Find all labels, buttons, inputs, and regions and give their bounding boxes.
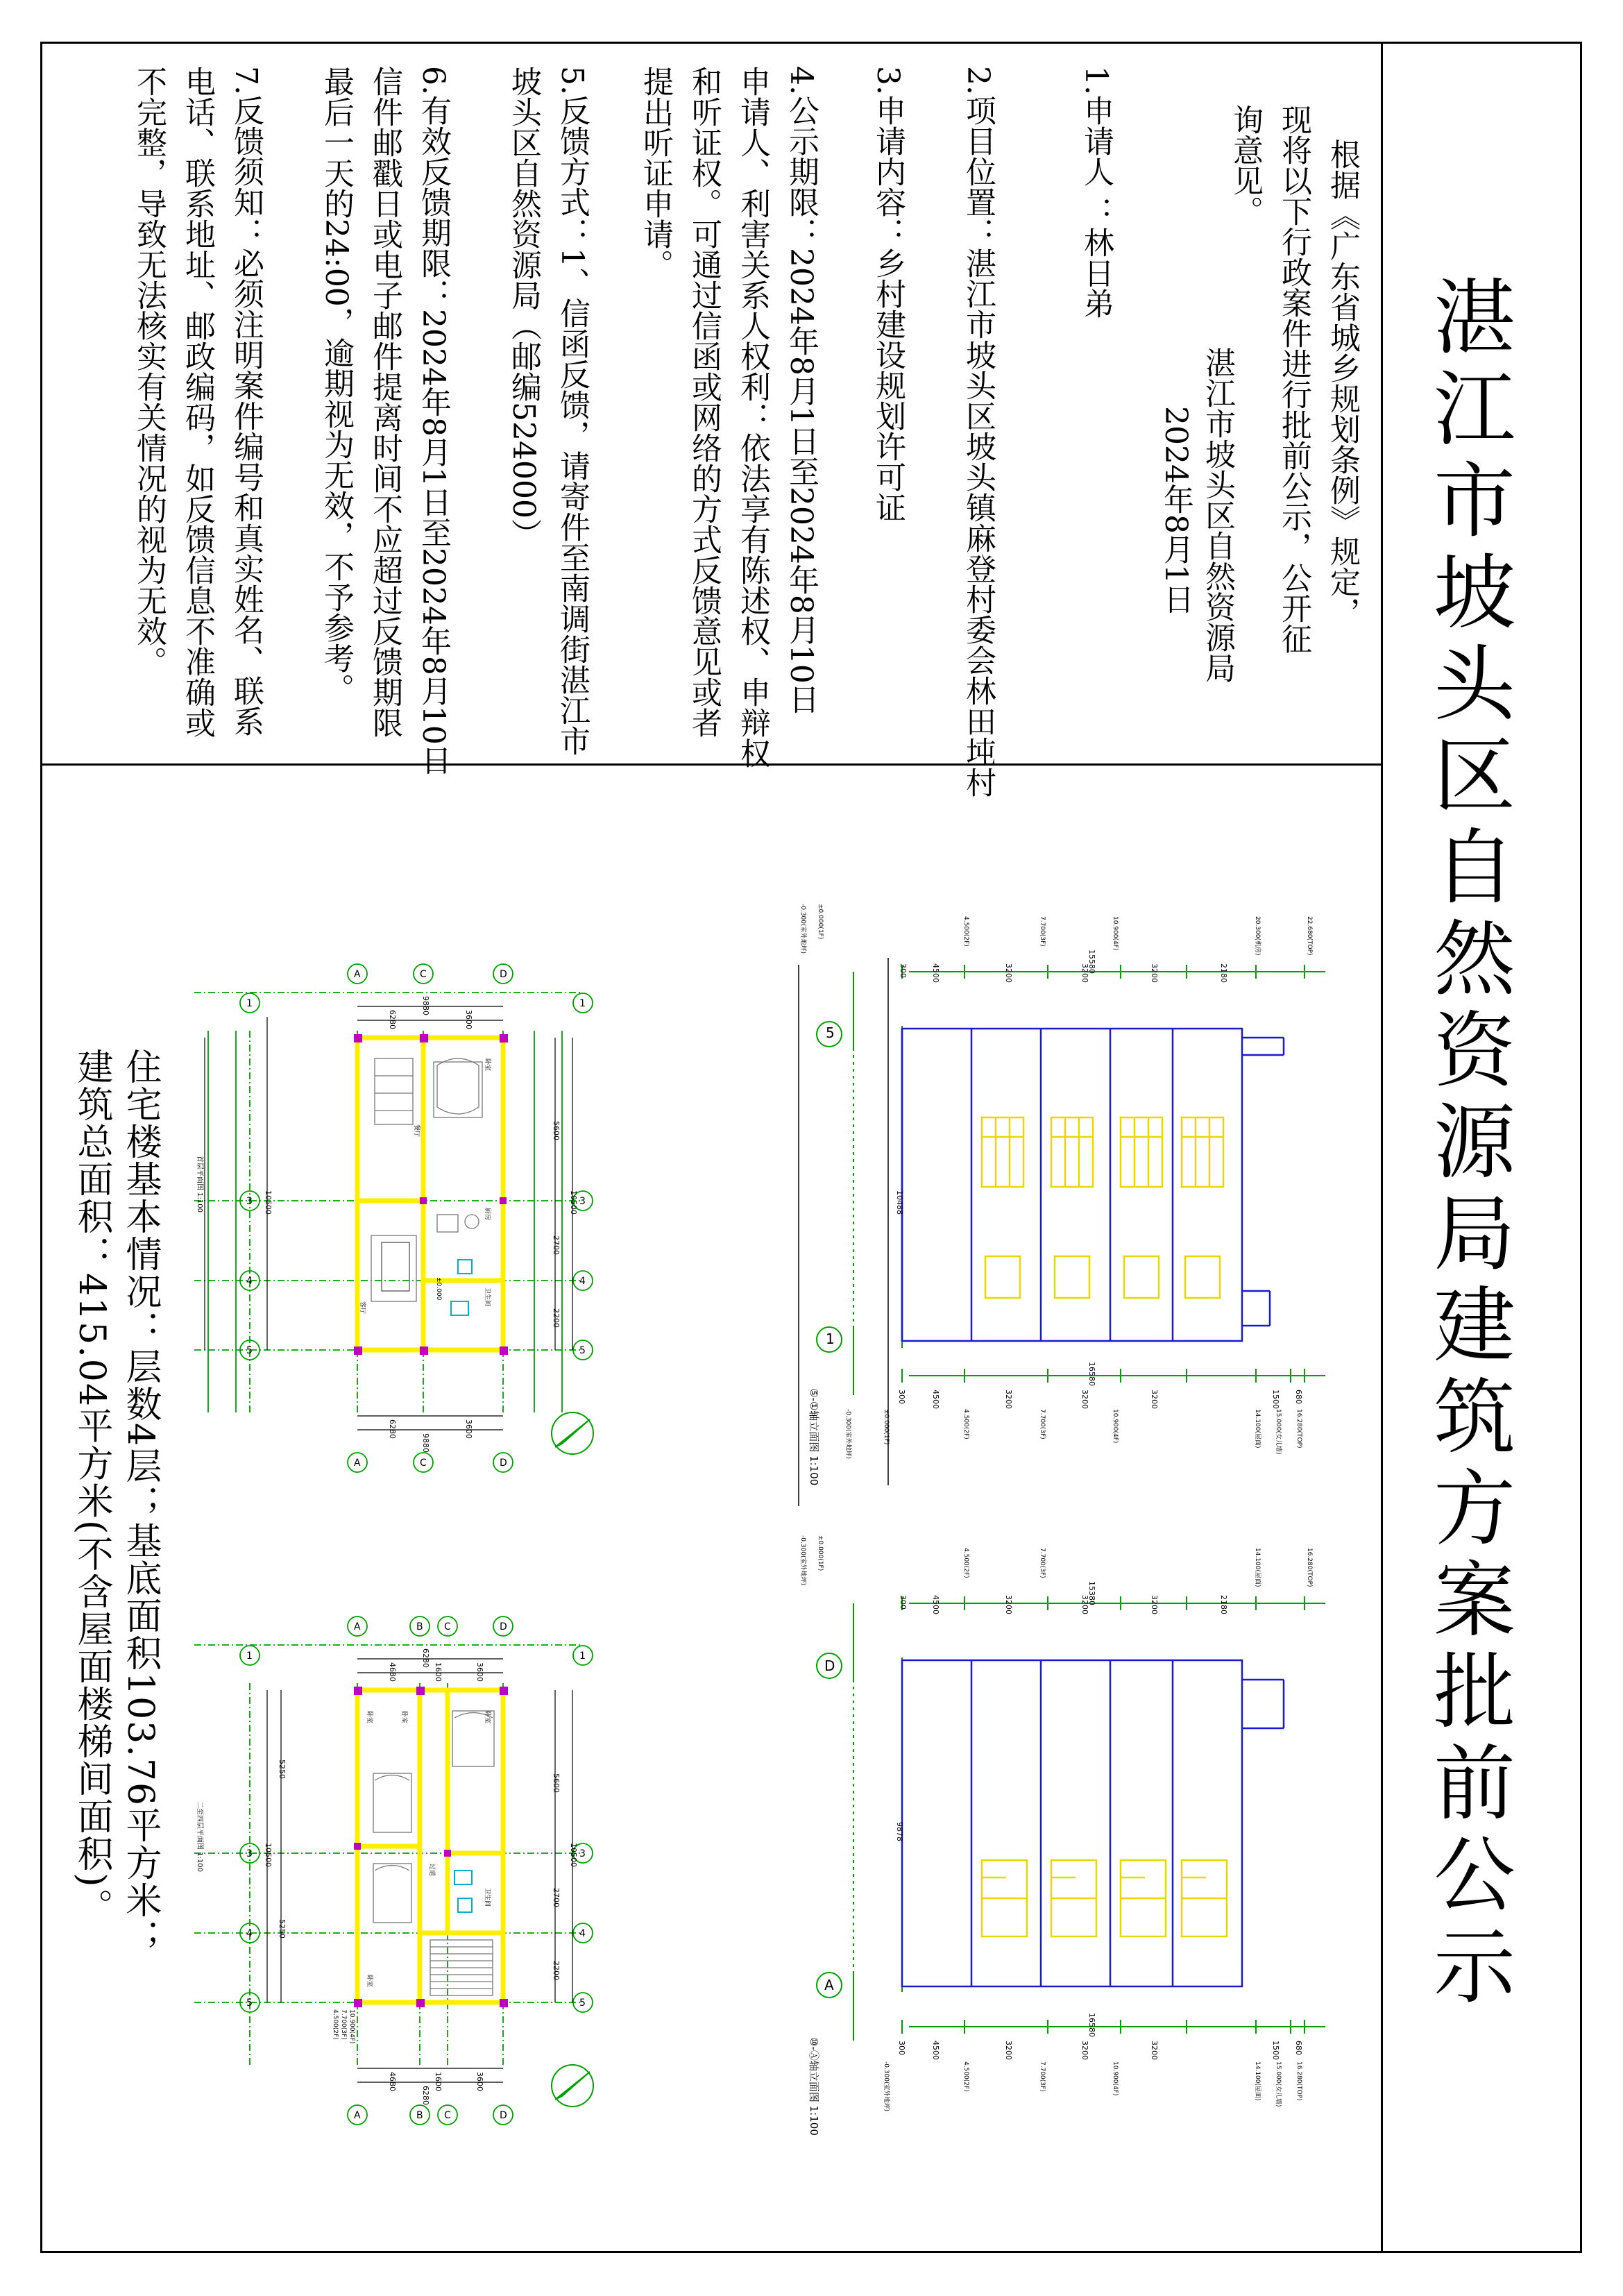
- plan1-axis-side-3: 3: [246, 1196, 253, 1207]
- plan1-dim-top-1: 6280: [388, 1010, 397, 1029]
- elev1-caption: ⑤-①轴立面图 1:100: [808, 1388, 820, 1486]
- plan2-room-bedroom-1: 卧室: [400, 1711, 407, 1724]
- elev2-bottom-dim-1: 300: [897, 2041, 906, 2055]
- elev2-top-dim-1: 300: [899, 1595, 908, 1610]
- elev2-level-top-6: 16.280(TOP): [1306, 1548, 1313, 1587]
- plan2-dim-bottom-3: 3600: [475, 2072, 484, 2091]
- notice-intro-line2: 现将以下行政案件进行批前公示，公开征: [1276, 104, 1311, 654]
- elev1-level-bottom-1: -0.300(室外地坪): [844, 1409, 851, 1460]
- elev1-level-bottom-3: 4.500(2F): [962, 1409, 969, 1440]
- plan1-dim-side-1: 5600: [552, 1121, 561, 1140]
- elev2-top-dim-3: 3200: [1004, 1595, 1013, 1614]
- plan1-axis-bottom-2: C: [420, 1458, 427, 1469]
- plan2-axis-side-3: 3: [246, 1848, 253, 1859]
- plan2-dim-top-1: 4680: [388, 1662, 397, 1682]
- floor-plan-1: [194, 961, 618, 1489]
- elev2-top-dim-2: 4500: [931, 1595, 940, 1614]
- elev1-top-total: 15580: [1087, 949, 1096, 974]
- elev2-level-top-1: -0.300(室外地坪): [799, 1535, 806, 1586]
- elev2-top-dim-6: 2180: [1219, 1595, 1228, 1614]
- plan1-dim-bottom-1: 6280: [388, 1419, 397, 1439]
- plan1-furniture: [371, 1058, 482, 1301]
- plan2-axis-side-r1: 1: [579, 1651, 586, 1662]
- plan2-total-bottom: 6280: [421, 2086, 430, 2105]
- plan1-dim-bottom-2: 3600: [464, 1419, 473, 1439]
- plan2-axis-top-1: A: [354, 1621, 361, 1632]
- plan2-room-bedroom-4: 卧室: [366, 1975, 373, 1988]
- plan2-room-hall: 过道: [428, 1864, 435, 1877]
- plan2-dim-side-1: 5600: [552, 1773, 561, 1793]
- plan1-room-kitchen: 厨房: [484, 1208, 491, 1221]
- plan1-axis-side-r5: 5: [579, 1345, 586, 1356]
- plan2-axis-bottom-1: A: [354, 2110, 361, 2121]
- elev2-level-top-2: ±0.000(1F): [817, 1535, 824, 1571]
- elev1-top-dim-2: 4500: [931, 963, 940, 983]
- elev1-level-top-1: -0.300(室外地坪): [799, 904, 806, 954]
- plan1-room-living: 客厅: [359, 1301, 366, 1315]
- elev2-level-bottom-3: 7.700(3F): [1039, 2061, 1046, 2092]
- plan1-total-side: 10500: [569, 1190, 578, 1215]
- plan1-room-dining: 餐厅: [413, 1124, 420, 1138]
- elev1-windows: [982, 1117, 1223, 1298]
- plan2-axis-top-3: C: [444, 1621, 451, 1632]
- plan1-total-top: 9880: [421, 996, 430, 1015]
- item-4-line1: 4.公示期限：2024年8月1日至2024年8月10日: [783, 66, 819, 714]
- plan2-axis-bottom-4: D: [500, 2110, 507, 2121]
- plan2-left-total: 10500: [264, 1843, 273, 1867]
- elev2-level-bottom-2: 4.500(2F): [962, 2061, 969, 2092]
- elev1-top-dim-6: 2180: [1219, 963, 1228, 983]
- elev1-top-dim-1: 300: [899, 963, 908, 978]
- plan1-caption: 首层平面图 1:100: [196, 1156, 203, 1213]
- plan2-axis-side-r4: 4: [579, 1928, 586, 1939]
- plan2-fixtures: [454, 1871, 472, 1912]
- elev2-building-outline: [902, 1660, 1284, 1986]
- elev2-top-dim-5: 3200: [1150, 1595, 1159, 1614]
- elevation-drawing-1: [798, 904, 1325, 1527]
- elev2-bottom-dim-6: 1500: [1271, 2041, 1280, 2060]
- elev1-level-bottom-8: 16.280(TOP): [1295, 1409, 1302, 1449]
- plan1-axis-side-r4: 4: [579, 1276, 586, 1287]
- title-divider: [1381, 42, 1383, 2253]
- item-4-line2: 申请人、利害关系人权利：依法享有陈述权、申辩权: [735, 66, 770, 768]
- plan2-room-bedroom-2: 卧室: [366, 1711, 373, 1724]
- elev2-level-bottom-5: 14.100(屋面): [1254, 2061, 1261, 2101]
- elev2-level-bottom-1: -0.300(室外地坪): [883, 2061, 890, 2112]
- plan1-axis-bottom-1: A: [354, 1458, 361, 1469]
- plan2-axis-side-5: 5: [246, 1998, 253, 2009]
- item-5-line1: 5.反馈方式：1、信函反馈，请寄件至南调街湛江市: [554, 66, 590, 756]
- plan2-axis-bottom-2: B: [416, 2110, 423, 2121]
- plan1-level-mark: ±0.000: [435, 1277, 442, 1301]
- elevation-drawing-2: [798, 1535, 1325, 2172]
- elev1-bottom-dim-7: 680: [1294, 1390, 1303, 1404]
- plan2-level-3: 4.500(2F): [332, 2009, 339, 2040]
- plan1-axis-top-3: D: [500, 969, 507, 980]
- item-4-line3: 和听证权。可通过信函或网络的方式反馈意见或者: [686, 66, 722, 738]
- plan2-left-dim-2: 5250: [278, 1919, 287, 1939]
- plan1-axis-side-r3: 3: [579, 1196, 586, 1207]
- item-3: 3.申请内容：乡村建设规划许可证: [870, 66, 906, 523]
- elev1-level-bottom-7: 15.000(女儿墙): [1275, 1409, 1282, 1455]
- item-1: 1.申请人 ：林日弟: [1078, 66, 1114, 319]
- plan2-level-2: 7.700(3F): [340, 2009, 347, 2040]
- plan1-walls: [357, 1038, 503, 1350]
- summary-line2: 建筑总面积：415.04平方米(不含屋面楼梯间面积)。: [71, 1048, 112, 1926]
- elev2-bottom-total: 16580: [1087, 2013, 1096, 2037]
- elev1-level-top-3: 4.500(2F): [962, 916, 969, 947]
- elev1-axis-top-label: 5: [826, 1024, 835, 1041]
- elev1-level-bottom-4: 7.700(3F): [1039, 1409, 1046, 1440]
- elev1-level-top-4: 7.700(3F): [1039, 916, 1046, 947]
- plan1-room-bath: 卫生间: [484, 1288, 491, 1307]
- plan1-axis-side-5: 5: [246, 1345, 253, 1356]
- item-5-line2: 坡头区自然资源局（邮编524000）: [506, 66, 541, 549]
- plan2-dim-side-3: 2200: [552, 1961, 561, 1980]
- elev2-bottom-dim-4: 3200: [1080, 2041, 1089, 2060]
- elev1-bottom-dim-1: 300: [897, 1390, 906, 1404]
- item-7-line1: 7.反馈须知：必须注明案件编号和真实姓名、联系: [228, 66, 264, 736]
- plan2-axis-side-r5: 5: [579, 1998, 586, 2009]
- elev1-level-top-7: 22.680(TOP): [1306, 916, 1313, 956]
- notice-intro-line1: 根据《广东省城乡规划条例》规定，: [1325, 139, 1360, 627]
- item-6-line3: 最后一天的24:00，逾期视为无效，不予参考。: [318, 66, 354, 704]
- elev1-top-dim-5: 3200: [1150, 963, 1159, 983]
- plan2-left-dim-1: 5250: [278, 1759, 287, 1779]
- elev2-bottom-dim-2: 4500: [931, 2041, 940, 2060]
- plan1-room-bedroom: 卧室: [484, 1058, 491, 1072]
- plan2-dim-bottom-2: 1600: [434, 2072, 443, 2091]
- plan2-axis-top-4: D: [500, 1621, 507, 1632]
- elev2-top-total: 15380: [1087, 1581, 1096, 1605]
- floor-plan-2: [194, 1614, 618, 2141]
- elev1-level-bottom-6: 14.100(屋面): [1254, 1409, 1261, 1449]
- notice-org: 湛江市坡头区自然资源局: [1200, 347, 1235, 683]
- elev2-level-bottom-6: 15.000(女儿墙): [1275, 2061, 1282, 2107]
- page-title: 湛江市坡头区自然资源局建筑方案批前公示: [1420, 274, 1515, 2015]
- item-6-line2: 信件邮戳日或电子邮件提离时间不应超过反馈期限: [367, 66, 402, 738]
- notice-date: 2024年8月1日: [1158, 406, 1193, 614]
- plan2-axis-bottom-3: C: [444, 2110, 451, 2121]
- elev1-level-bottom-2: ±0.000(1F): [883, 1409, 890, 1445]
- plan1-dim-top-2: 3600: [464, 1010, 473, 1029]
- plan2-room-bedroom-3: 卧室: [484, 1711, 491, 1724]
- plan1-dim-side-2: 2700: [552, 1235, 561, 1255]
- elev2-level-bottom-7: 16.280(TOP): [1295, 2061, 1302, 2101]
- plan1-compass: [552, 1412, 593, 1454]
- elev2-bottom-dim-7: 680: [1294, 2041, 1303, 2055]
- plan1-fixtures: [451, 1260, 472, 1315]
- notice-divider: [40, 763, 1381, 766]
- plan1-columns: [354, 1034, 508, 1355]
- elev2-top-dim-4: 3200: [1080, 1595, 1089, 1614]
- plan2-axis-side-r3: 3: [579, 1848, 586, 1859]
- item-6-line1: 6.有效反馈期限：2024年8月1日至2024年8月10日: [416, 66, 451, 775]
- elev1-bottom-dim-2: 4500: [931, 1390, 940, 1409]
- elev2-bottom-dim-5: 3200: [1150, 2041, 1159, 2060]
- elev1-axis-bottom-label: 1: [826, 1331, 835, 1347]
- notice-intro-line3: 询意见。: [1227, 104, 1263, 226]
- plan2-room-bath: 卫生间: [484, 1888, 491, 1907]
- plan2-caption: 二至四层平面图 1:100: [196, 1801, 203, 1872]
- item-7-line3: 不完整，导致无法核实有关情况的视为无效。: [131, 66, 167, 677]
- plan1-axis-side-r1: 1: [579, 998, 586, 1009]
- elev1-bottom-total: 16580: [1087, 1362, 1096, 1386]
- plan2-level-1: 10.900(4F): [348, 2009, 355, 2044]
- elev1-bottom-dim-4: 3200: [1080, 1390, 1089, 1409]
- item-2: 2.项目位置：湛江市坡头区坡头镇麻登村委会林田坉村: [960, 66, 996, 797]
- plan1-dim-side-3: 2200: [552, 1308, 561, 1328]
- elev1-top-dim-3: 3200: [1004, 963, 1013, 983]
- elev1-level-top-6: 20.300(机房): [1254, 916, 1261, 956]
- elev1-side-dim: 10488: [895, 1190, 904, 1215]
- plan2-dim-side-2: 2700: [552, 1888, 561, 1907]
- elev2-level-top-4: 7.700(3F): [1039, 1548, 1046, 1578]
- plan2-dim-bottom-1: 4680: [388, 2072, 397, 2091]
- item-7-line2: 电话、联系地址、邮政编码，如反馈信息不准确或: [180, 66, 215, 738]
- elev2-axis-bottom-label: A: [824, 1977, 834, 1993]
- elev2-caption: ⑩-Ⓐ轴立面图 1:100: [808, 2037, 820, 2136]
- plan2-axis-top-2: B: [416, 1621, 423, 1632]
- elev2-windows: [982, 1860, 1227, 1936]
- plan2-total-side: 10500: [569, 1843, 578, 1867]
- plan1-axis-side-4: 4: [246, 1276, 253, 1287]
- plan1-axis-top-1: A: [354, 969, 361, 980]
- elev2-level-top-3: 4.500(2F): [962, 1548, 969, 1578]
- elev1-bottom-dim-6: 1500: [1271, 1390, 1280, 1409]
- elev1-bottom-dim-5: 3200: [1150, 1390, 1159, 1409]
- elev1-top-dim-4: 3200: [1080, 963, 1089, 983]
- plan1-total-bottom: 9880: [421, 1433, 430, 1453]
- item-4-line4: 提出听证申请。: [638, 66, 673, 280]
- plan2-compass: [552, 2065, 593, 2107]
- plan2-axis-side-4: 4: [246, 1928, 253, 1939]
- plan1-axis-side-1: 1: [246, 998, 253, 1009]
- elev2-side-dim: 9878: [895, 1822, 904, 1841]
- elev1-level-top-5: 10.900(4F): [1112, 916, 1119, 951]
- plan1-left-dim: 10500: [264, 1190, 273, 1215]
- elev2-bottom-dim-3: 3200: [1004, 2041, 1013, 2060]
- summary-line1: 住宅楼基本情况：层数4层；基底面积103.76平方米；: [119, 1048, 161, 1957]
- plan1-axis-bottom-3: D: [500, 1458, 507, 1469]
- plan2-dim-top-3: 3600: [475, 1662, 484, 1682]
- elev1-level-top-2: ±0.000(1F): [817, 904, 824, 940]
- elev2-axis-top-label: D: [824, 1657, 835, 1674]
- elev2-level-bottom-4: 10.900(4F): [1112, 2061, 1119, 2096]
- elev1-bottom-dim-3: 3200: [1004, 1390, 1013, 1409]
- elev2-level-top-5: 14.100(屋面): [1254, 1548, 1261, 1587]
- plan2-dim-top-2: 1600: [434, 1662, 443, 1682]
- plan1-axis-top-2: C: [420, 969, 427, 980]
- elev1-level-bottom-5: 10.900(4F): [1112, 1409, 1119, 1444]
- plan2-axis-side-1: 1: [246, 1651, 253, 1662]
- plan2-total-top: 6280: [421, 1648, 430, 1668]
